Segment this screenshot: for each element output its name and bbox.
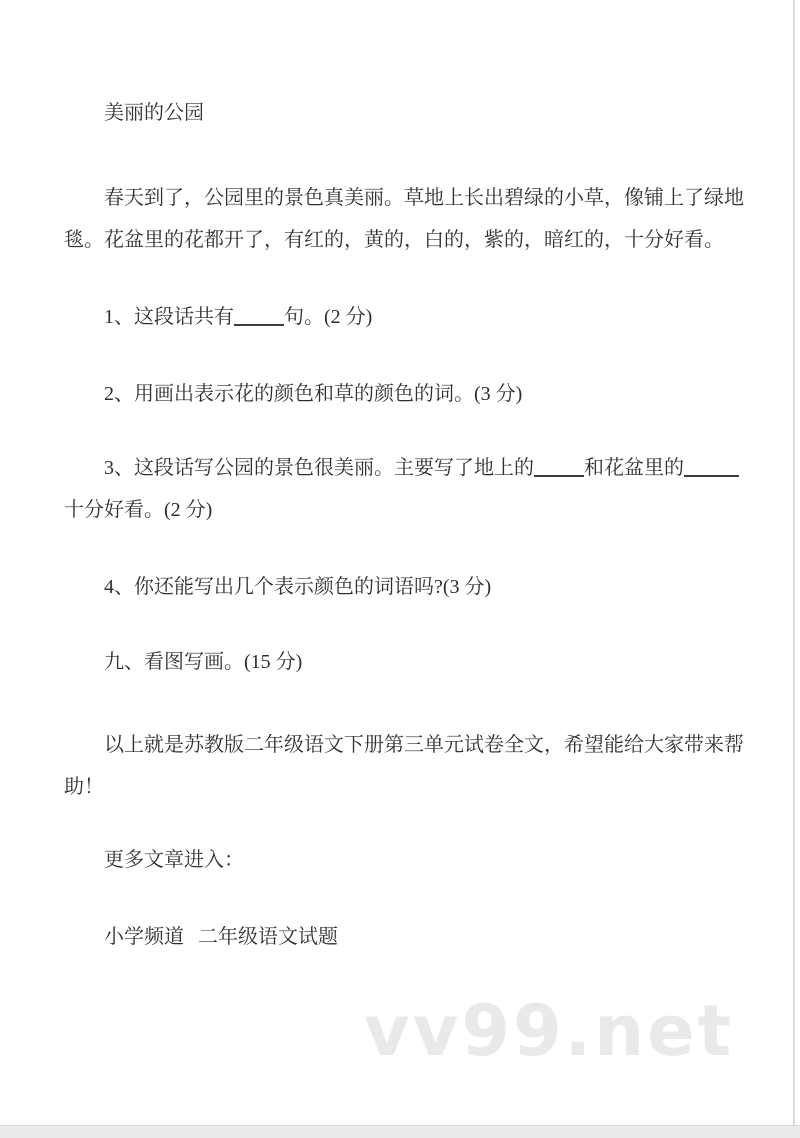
passage-paragraph [64,177,764,261]
section-9-heading: 九、看图写画。(15 分) [104,651,303,673]
topic-link: 二年级语文试题 [198,926,338,948]
passage-title: 美丽的公园 [104,102,204,124]
more-articles-label: 更多文章进入： [104,849,244,871]
passage-line: 毯。花盆里的花都开了，有红的，黄的，白的，紫的，暗红的，十分好看。 [64,229,724,251]
question-3-text: 和花盆里的 [584,457,684,479]
page-right-edge [793,0,795,1125]
document-body [64,92,764,958]
question-1 [64,296,764,338]
question-4: 4、你还能写出几个表示颜色的词语吗?(3 分) [104,576,492,598]
answer-blank [684,474,739,477]
question-3-text: 3、这段话写公园的景色很美丽。主要写了地上的 [104,457,534,479]
closing-paragraph [64,724,764,808]
question-3 [64,447,764,531]
closing-line: 以上就是苏教版二年级语文下册第三单元试卷全文，希望能给大家带来帮 [104,734,744,756]
question-1-text: 句。(2 分) [284,306,373,328]
answer-blank [234,323,284,326]
page-bottom-edge [0,1125,800,1138]
site-watermark: vv99.net [364,990,735,1072]
passage-line: 春天到了，公园里的景色真美丽。草地上长出碧绿的小草，像铺上了绿地 [104,187,744,209]
question-3-line: 十分好看。(2 分) [64,499,213,521]
channel-link: 小学频道 [104,926,184,948]
closing-line: 助！ [64,776,104,798]
question-2: 2、用画出表示花的颜色和草的颜色的词。(3 分) [104,383,523,405]
question-1-text: 1、这段话共有 [104,306,234,328]
links-line [64,916,764,958]
answer-blank [534,474,584,477]
question-3-line [64,447,764,489]
